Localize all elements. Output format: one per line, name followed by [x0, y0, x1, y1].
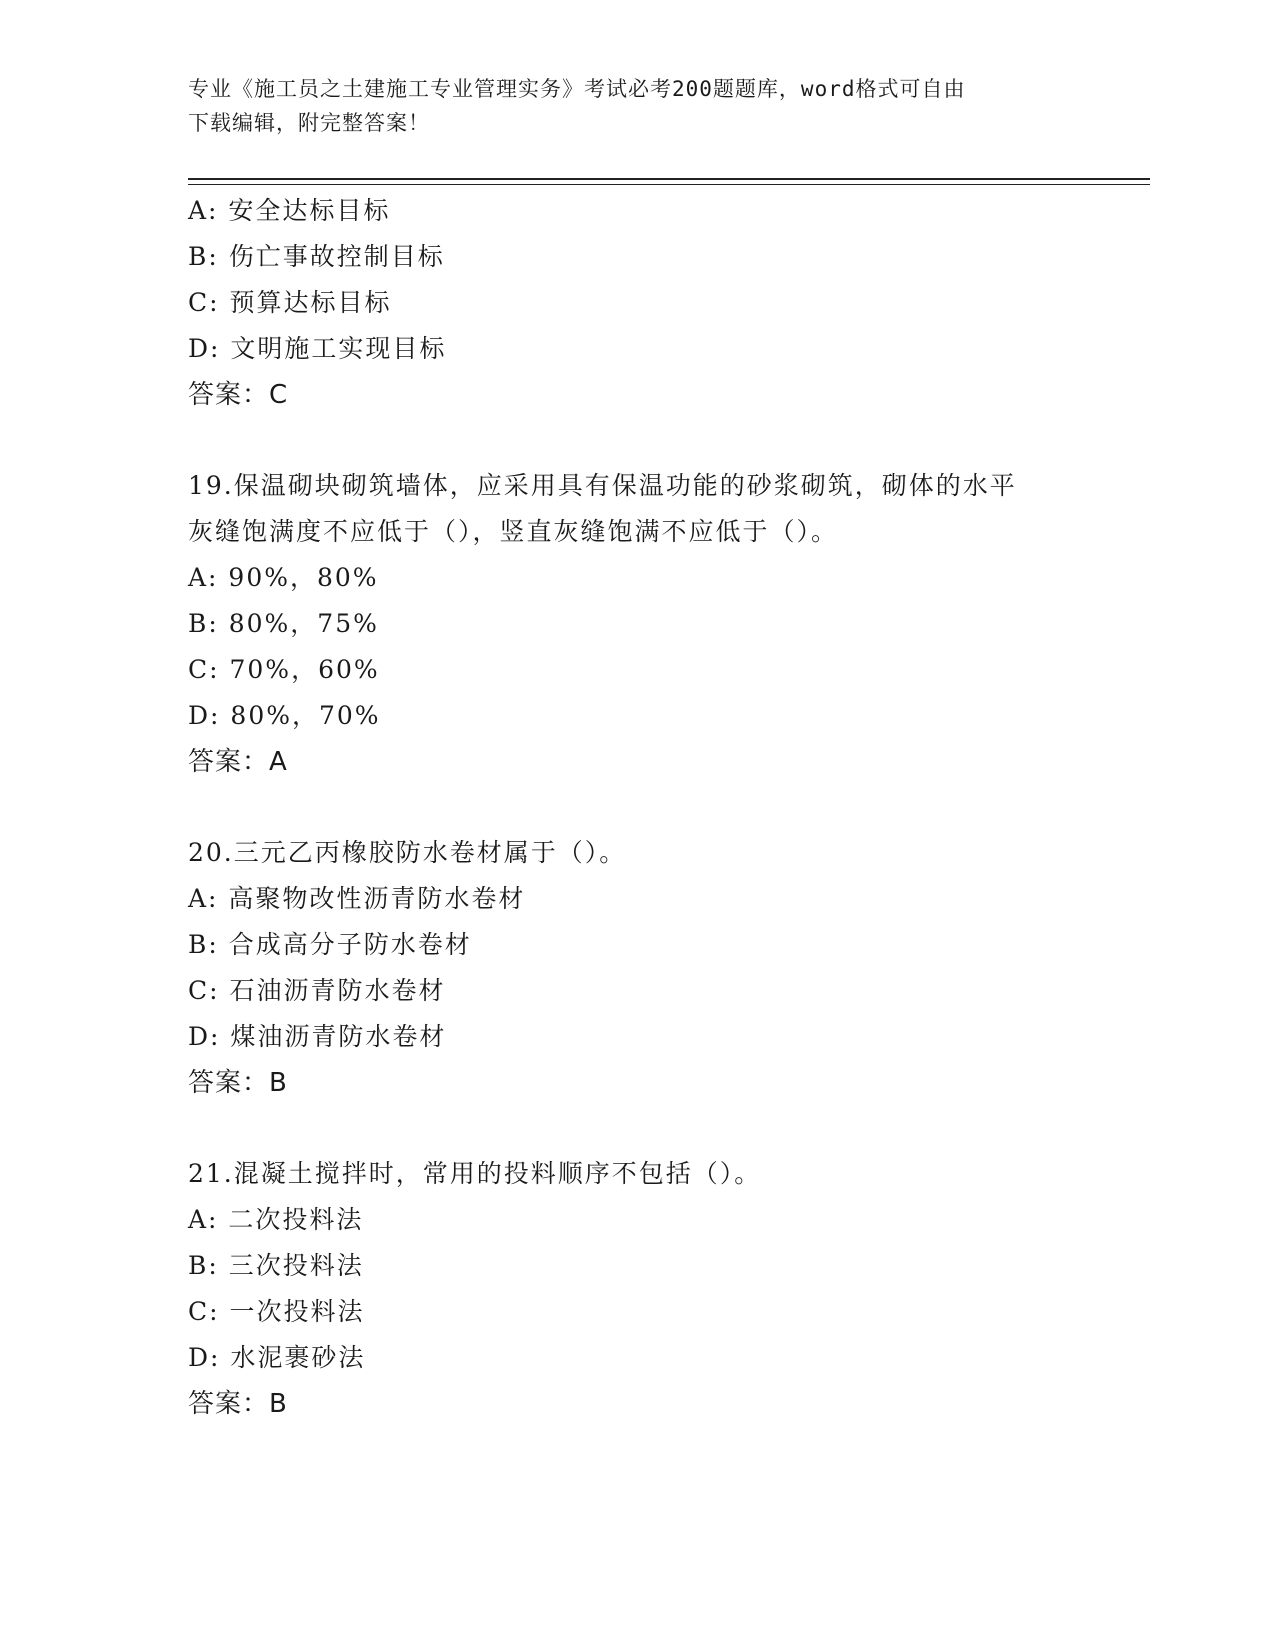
header-divider-thin [188, 184, 1150, 185]
question-block-20 [188, 830, 1148, 1106]
answer-line: 答案：C [188, 380, 289, 410]
question-stem: 20.三元乙丙橡胶防水卷材属于（）。 [188, 838, 627, 867]
answer-line: 答案：B [188, 1068, 288, 1098]
option-a: A: 二次投料法 [188, 1205, 364, 1234]
option-d: D: 文明施工实现目标 [188, 334, 447, 363]
option-c: C: 70%，60% [188, 655, 380, 684]
question-stem-line-2: 灰缝饱满度不应低于（），竖直灰缝饱满不应低于（）。 [188, 517, 839, 546]
header-line-1: 专业《施工员之土建施工专业管理实务》考试必考200题题库，word格式可自由 [188, 77, 966, 101]
question-stem: 21.混凝土搅拌时，常用的投料顺序不包括（）。 [188, 1159, 762, 1188]
document-header [188, 72, 1068, 140]
header-divider [188, 178, 1150, 180]
question-list [188, 188, 1148, 1427]
answer-line: 答案：A [188, 747, 288, 777]
option-a: A: 高聚物改性沥青防水卷材 [188, 884, 526, 913]
question-block-18 [188, 188, 1148, 418]
question-stem [188, 463, 1148, 555]
option-d: D: 煤油沥青防水卷材 [188, 1022, 447, 1051]
option-b: B: 三次投料法 [188, 1251, 364, 1280]
option-d: D: 水泥裹砂法 [188, 1343, 366, 1372]
option-c: C: 预算达标目标 [188, 288, 392, 317]
option-b: B: 伤亡事故控制目标 [188, 242, 445, 271]
header-line-2: 下载编辑，附完整答案！ [188, 111, 430, 135]
option-a: A: 安全达标目标 [188, 196, 391, 225]
option-c: C: 一次投料法 [188, 1297, 365, 1326]
option-d: D: 80%，70% [188, 701, 381, 730]
option-a: A: 90%，80% [188, 563, 379, 592]
question-block-21 [188, 1151, 1148, 1427]
question-stem-line-1: 19.保温砌块砌筑墙体，应采用具有保温功能的砂浆砌筑，砌体的水平 [188, 471, 1017, 500]
option-c: C: 石油沥青防水卷材 [188, 976, 446, 1005]
option-b: B: 80%，75% [188, 609, 379, 638]
answer-line: 答案：B [188, 1389, 288, 1419]
question-block-19 [188, 463, 1148, 785]
option-b: B: 合成高分子防水卷材 [188, 930, 472, 959]
